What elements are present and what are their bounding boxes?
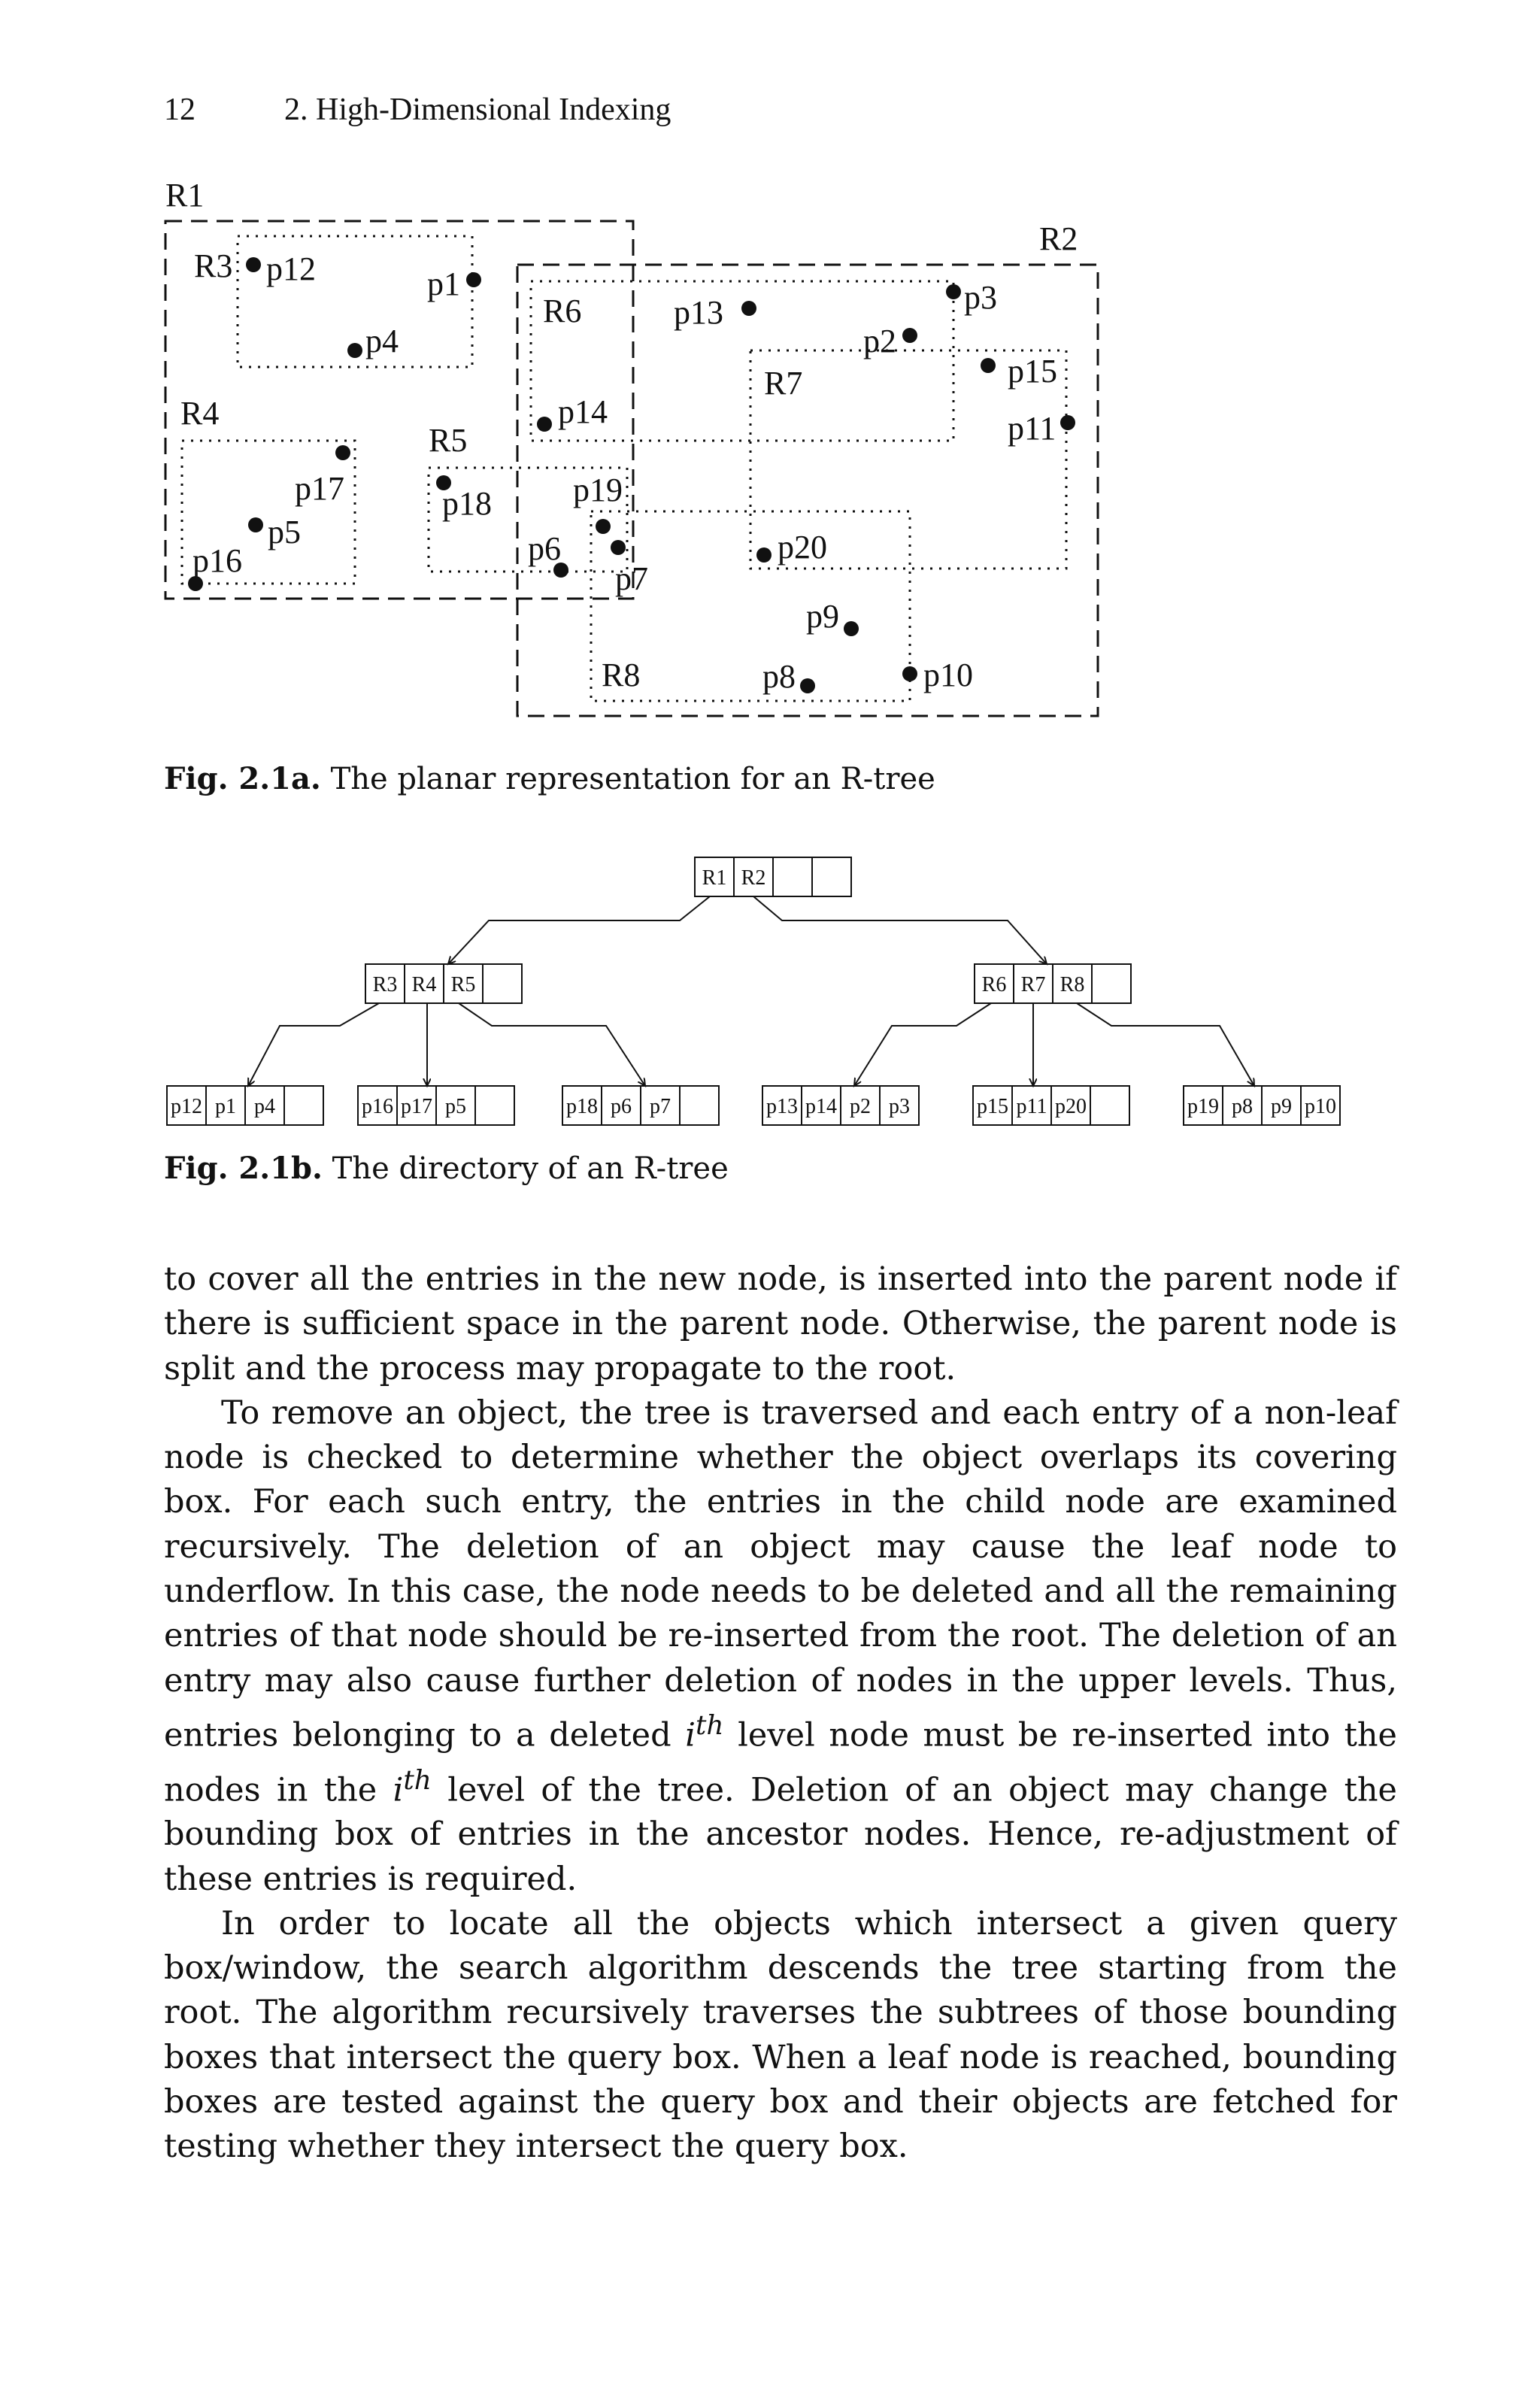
leaf-node-4-cell-1 [802,1086,841,1125]
level1-node-1-cell-1 [405,964,444,1003]
leaf-node-2-cell-2 [436,1086,475,1125]
math-i-2: i [393,1770,404,1809]
region-r4-label: R4 [180,395,220,432]
point-p1-label: p1 [427,265,460,302]
point-p12-label: p12 [266,250,316,287]
edge-r8 [1077,1003,1254,1086]
point-p11 [1060,415,1075,430]
point-p14-label: p14 [558,393,608,430]
math-th-2: th [403,1764,432,1796]
paragraph-2 [164,1391,1397,1902]
leaf-node-5-entry-p11: p11 [1016,1095,1047,1118]
leaf-node-4-cell-2 [841,1086,880,1125]
point-p1 [466,272,481,287]
body-text [164,1257,1397,2170]
level1-node-2-cell-3 [1092,964,1131,1003]
caption-b-text: The directory of an R-tree [332,1151,729,1186]
leaf-node-1-cell-2 [245,1086,284,1125]
leaf-node-4-entry-p2: p2 [850,1095,871,1118]
leaf-node-3-entry-p6: p6 [611,1095,632,1118]
region-r1-label: R1 [165,177,205,214]
point-p20 [756,547,772,563]
leaf-node-6-entry-p9: p9 [1271,1095,1292,1118]
point-p14 [537,417,552,432]
leaf-node-1-cell-0 [167,1086,206,1125]
leaf-node-4-entry-p14: p14 [805,1095,837,1118]
region-r7-label: R7 [764,365,803,402]
level1-node-1-entry-r5: R5 [450,973,476,996]
point-p6-label: p6 [528,530,561,567]
leaf-node-2-entry-p5: p5 [445,1095,466,1118]
leaf-node-5-cell-2 [1051,1086,1090,1125]
root-node-cell-0 [695,857,734,896]
chapter-title: 2. High-Dimensional Indexing [284,92,671,127]
level1-node-1-entry-r3: R3 [372,973,398,996]
point-p15-label: p15 [1008,353,1057,390]
paragraph-3: In order to locate all the objects which intersect a given query box/window, the search algorithm descends the tree starting from the root. The algorithm recursively traverses the subtrees of those bounding boxes that intersect the query box. When a leaf node is reached, bounding boxes are tested against the query box and their objects are fetched for testing whether they intersect the query box. [164,1904,1397,2166]
point-p13-label: p13 [674,294,723,331]
caption-a-label: Fig. 2.1a. [164,761,321,796]
leaf-node-4-entry-p13: p13 [766,1095,798,1118]
level1-node-2-cell-1 [1014,964,1053,1003]
paragraph-1: to cover all the entries in the new node, is inserted into the parent node if there is sufficient space in the parent node. Otherwise, the parent node is split and the process may propagate to the root. [164,1260,1397,1387]
root-node-cell-2 [773,857,812,896]
math-th-1: th [696,1709,724,1741]
leaf-node-1-cell-1 [206,1086,245,1125]
point-p11-label: p11 [1008,410,1056,447]
leaf-node-6-cell-3 [1301,1086,1340,1125]
leaf-node-2-cell-3 [475,1086,514,1125]
point-p10 [902,666,917,681]
leaf-node-5-entry-p20: p20 [1055,1095,1087,1118]
point-p7-label: p7 [615,560,648,597]
point-p12 [246,257,261,272]
leaf-node-2-entry-p17: p17 [401,1095,432,1118]
point-p2 [902,328,917,343]
root-node-cell-3 [812,857,851,896]
caption-a-text: The planar representation for an R-tree [330,762,935,796]
point-p20-label: p20 [778,529,827,566]
point-p10-label: p10 [923,657,973,693]
level1-node-1-cell-3 [483,964,522,1003]
leaf-node-3-cell-2 [641,1086,680,1125]
leaf-node-3-cell-0 [562,1086,602,1125]
caption-b-label: Fig. 2.1b. [164,1151,323,1186]
leaf-node-2-cell-0 [358,1086,397,1125]
paragraph-2-part-b: level node must be re-inserted into the nodes in the [164,1716,1397,1809]
point-p19 [596,519,611,534]
point-p17 [335,445,350,460]
level1-node-2-entry-r6: R6 [981,973,1007,996]
leaf-node-2-cell-1 [397,1086,436,1125]
leaf-node-3-entry-p7: p7 [650,1095,671,1118]
leaf-node-1-entry-p4: p4 [254,1095,275,1118]
leaf-node-4-entry-p3: p3 [889,1095,910,1118]
point-p9-label: p9 [806,598,839,635]
point-p7 [611,540,626,555]
point-p4 [347,343,362,358]
leaf-node-6-entry-p8: p8 [1232,1095,1253,1118]
paragraph-2-part-a: To remove an object, the tree is traversed and each entry of a non-leaf node is checked to determine whether the object overlaps its covering box. For each such entry, the entries in the child node are examined recursively. The deletion of an object may cause the leaf node to underflow. In this case, the node needs to be deleted and all the remaining entries of that node should be re-inserted from the root. The deletion of an entry may also cause further deletion of nodes in the upper levels. Thus, entries belonging to a deleted [164,1394,1397,1754]
region-r3-label: R3 [194,247,233,284]
edge-root-r2 [753,896,1047,964]
leaf-node-6-cell-1 [1223,1086,1262,1125]
figure-planar-representation [0,0,1540,752]
level1-node-1-cell-0 [365,964,405,1003]
root-node-entry-r2: R2 [741,866,766,890]
point-p8-label: p8 [762,658,796,695]
leaf-node-6-entry-p10: p10 [1305,1095,1336,1118]
point-p8 [800,678,815,693]
level1-node-2-entry-r7: R7 [1020,973,1046,996]
root-node-entry-r1: R1 [702,866,727,890]
leaf-node-4-cell-0 [762,1086,802,1125]
root-node-cell-1 [734,857,773,896]
edge-r5 [459,1003,645,1086]
level1-node-1-cell-2 [444,964,483,1003]
leaf-node-4-cell-3 [880,1086,919,1125]
point-p13 [741,301,756,316]
point-p18-label: p18 [442,485,492,522]
edge-root-r1 [448,896,710,964]
edge-r6 [854,1003,991,1086]
level1-node-2-entry-r8: R8 [1060,973,1085,996]
leaf-node-5-cell-0 [973,1086,1012,1125]
point-p5-label: p5 [268,514,301,550]
figure-caption-a [164,761,935,796]
leaf-node-5-cell-3 [1090,1086,1129,1125]
level1-node-1-entry-r4: R4 [411,973,437,996]
paragraph-2-part-c: level of the tree. Deletion of an object may change the bounding box of entries in the ancestor nodes. Hence, re-adjustment of these entries is required. [164,1770,1398,1898]
figure-caption-b [164,1151,729,1186]
leaf-node-3-entry-p18: p18 [566,1095,598,1118]
point-p19-label: p19 [573,472,623,508]
leaf-node-2-entry-p16: p16 [362,1095,393,1118]
leaf-node-3-cell-3 [680,1086,719,1125]
point-p16-label: p16 [192,542,242,579]
region-r2-label: R2 [1039,220,1078,257]
math-i-1: i [685,1716,696,1754]
leaf-node-1-entry-p1: p1 [215,1095,236,1118]
leaf-node-3-cell-1 [602,1086,641,1125]
leaf-node-6-entry-p19: p19 [1187,1095,1219,1118]
page-number: 12 [164,92,196,127]
edge-r3 [248,1003,379,1086]
region-r6-label: R6 [543,293,582,329]
point-p4-label: p4 [365,323,399,359]
point-p15 [981,358,996,373]
point-p5 [248,517,263,532]
leaf-node-5-cell-1 [1012,1086,1051,1125]
region-r8-label: R8 [602,657,641,693]
level1-node-2-cell-0 [975,964,1014,1003]
leaf-node-6-cell-2 [1262,1086,1301,1125]
level1-node-2-cell-2 [1053,964,1092,1003]
leaf-node-6-cell-0 [1184,1086,1223,1125]
point-p3-label: p3 [964,279,997,316]
leaf-node-5-entry-p15: p15 [977,1095,1008,1118]
point-p9 [844,621,859,636]
leaf-node-1-entry-p12: p12 [171,1095,202,1118]
point-p3 [946,284,961,299]
point-p2-label: p2 [863,323,896,359]
leaf-node-1-cell-3 [284,1086,323,1125]
region-r5-label: R5 [429,422,468,459]
point-p17-label: p17 [295,470,344,507]
